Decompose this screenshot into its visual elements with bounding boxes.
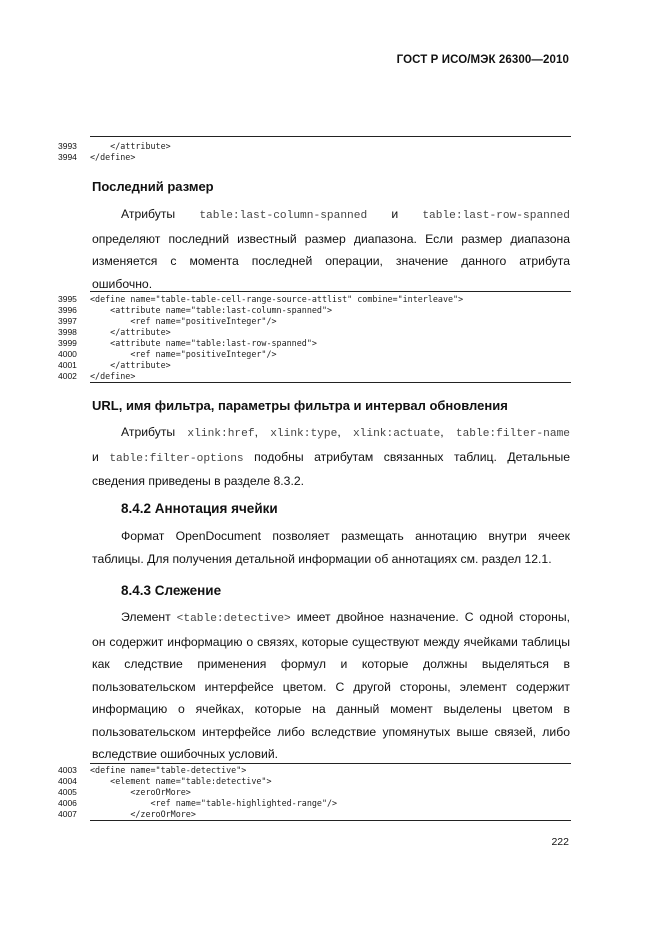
code-text: <element name="table:detective"> (90, 776, 272, 786)
paragraph-last-size (92, 203, 570, 295)
code-line (58, 371, 571, 382)
para-line: определяют последний известный размер диапазона. Если размер диапазона (92, 231, 570, 246)
code-inline: table:last-row-spanned (422, 210, 571, 222)
code-block-2 (58, 291, 571, 383)
code-inline: xlink:type (270, 428, 338, 440)
code-text: <attribute name="table:last-column-spanned"> (90, 305, 333, 315)
line-number: 4002 (58, 371, 77, 381)
code-inline: <table:detective> (176, 613, 291, 625)
paragraph-tracking (92, 606, 570, 766)
page-header: ГОСТ Р ИСО/МЭК 26300—2010 (396, 54, 569, 66)
code-rule-top (90, 136, 571, 137)
page-number: 222 (551, 836, 569, 848)
para-line: вследствие ошибочных условий. (92, 747, 279, 761)
heading-last-size: Последний размер (92, 179, 214, 194)
code-line (58, 809, 571, 820)
para-line (92, 203, 570, 228)
code-line (58, 765, 571, 776)
paragraph-url (92, 421, 570, 493)
text: и (92, 449, 99, 464)
code-text: </zeroOrMore> (90, 809, 196, 819)
heading-url: URL, имя фильтра, параметры фильтра и интервал обновления (92, 398, 508, 413)
code-text: <attribute name="table:last-row-spanned"> (90, 338, 317, 348)
text: и (391, 207, 399, 221)
para-line: как следствие применения формул и которые должны выделяться в (92, 657, 570, 671)
line-number: 4003 (58, 765, 77, 775)
text: , (254, 425, 258, 439)
code-line (58, 338, 571, 349)
code-inline: xlink:actuate (352, 428, 441, 440)
code-line (58, 787, 571, 798)
line-number: 3998 (58, 327, 77, 337)
code-line (58, 798, 571, 809)
para-line: сведения приведены в разделе 8.3.2. (92, 474, 305, 488)
para-line: изменяется с момента последней операции, значение данного атрибута (92, 254, 570, 268)
code-text: <ref name="positiveInteger"/> (90, 316, 277, 326)
code-rule-top (90, 763, 571, 764)
text: , (337, 425, 341, 439)
code-line (58, 327, 571, 338)
code-line (58, 349, 571, 360)
paragraph-annotation (92, 525, 570, 570)
code-line (58, 294, 571, 305)
text: Атрибуты (121, 207, 176, 221)
code-line (58, 141, 571, 152)
para-line (92, 606, 570, 631)
line-number: 3999 (58, 338, 77, 348)
line-number: 3995 (58, 294, 77, 304)
code-inline: table:last-column-spanned (199, 210, 368, 222)
code-block-1 (58, 136, 571, 166)
heading-tracking: 8.4.3 Слежение (121, 583, 222, 598)
code-inline: table:filter-options (109, 452, 244, 465)
code-rule-bottom (90, 820, 571, 821)
line-number: 4006 (58, 798, 77, 808)
line-number: 3994 (58, 152, 77, 162)
text: , (440, 425, 444, 439)
line-number: 4000 (58, 349, 77, 359)
para-line: информацию о ячейках, которые на данный момент выделены цветом в (92, 702, 570, 716)
para-line: пользовательском интерфейсе либо вследствие упомянутых выше связей, либо (92, 724, 570, 739)
code-rule-top (90, 291, 571, 292)
para-line (92, 421, 570, 446)
line-number: 4001 (58, 360, 77, 370)
code-block-3 (58, 763, 571, 821)
code-text: <ref name="positiveInteger"/> (90, 349, 277, 359)
heading-annotation: 8.4.2 Аннотация ячейки (121, 501, 278, 516)
code-text: </attribute> (90, 141, 171, 151)
para-line: пользовательском интерфейсе цветом. С другой стороны, элемент содержит (92, 679, 570, 694)
code-line (58, 152, 571, 163)
code-line (58, 316, 571, 327)
code-inline: xlink:href (187, 428, 255, 440)
line-number: 4005 (58, 787, 77, 797)
line-number: 4004 (58, 776, 77, 786)
line-number: 3993 (58, 141, 77, 151)
code-text: <define name="table-detective"> (90, 765, 247, 775)
para-line: ошибочно. (92, 276, 153, 291)
code-line (58, 360, 571, 371)
code-line (58, 305, 571, 316)
line-number: 4007 (58, 809, 77, 819)
code-inline: table:filter-name (455, 428, 570, 440)
para-line: он содержит информацию о связях, которые существуют между ячейками таблицы (92, 634, 570, 649)
code-rule-bottom (90, 382, 571, 383)
text: Атрибуты (121, 425, 176, 439)
code-text: </attribute> (90, 327, 171, 337)
line-number: 3997 (58, 316, 77, 326)
text: Элемент (121, 610, 171, 624)
code-text: <zeroOrMore> (90, 787, 191, 797)
code-text: <define name="table-table-cell-range-source-attlist" combine="interleave"> (90, 294, 464, 304)
code-text: </define> (90, 152, 136, 162)
line-number: 3996 (58, 305, 77, 315)
para-line: таблицы. Для получения детальной информации об аннотациях см. раздел 12.1. (92, 551, 552, 566)
text: подобны атрибутам связанных таблиц. Детальные (254, 449, 571, 464)
code-text: </attribute> (90, 360, 171, 370)
para-line: Формат OpenDocument позволяет размещать аннотацию внутри ячеек (121, 529, 570, 543)
code-text: <ref name="table-highlighted-range"/> (90, 798, 338, 808)
code-line (58, 776, 571, 787)
para-line (92, 446, 570, 471)
code-text: </define> (90, 371, 136, 381)
text: имеет двойное назначение. С одной стороны, (296, 610, 571, 624)
